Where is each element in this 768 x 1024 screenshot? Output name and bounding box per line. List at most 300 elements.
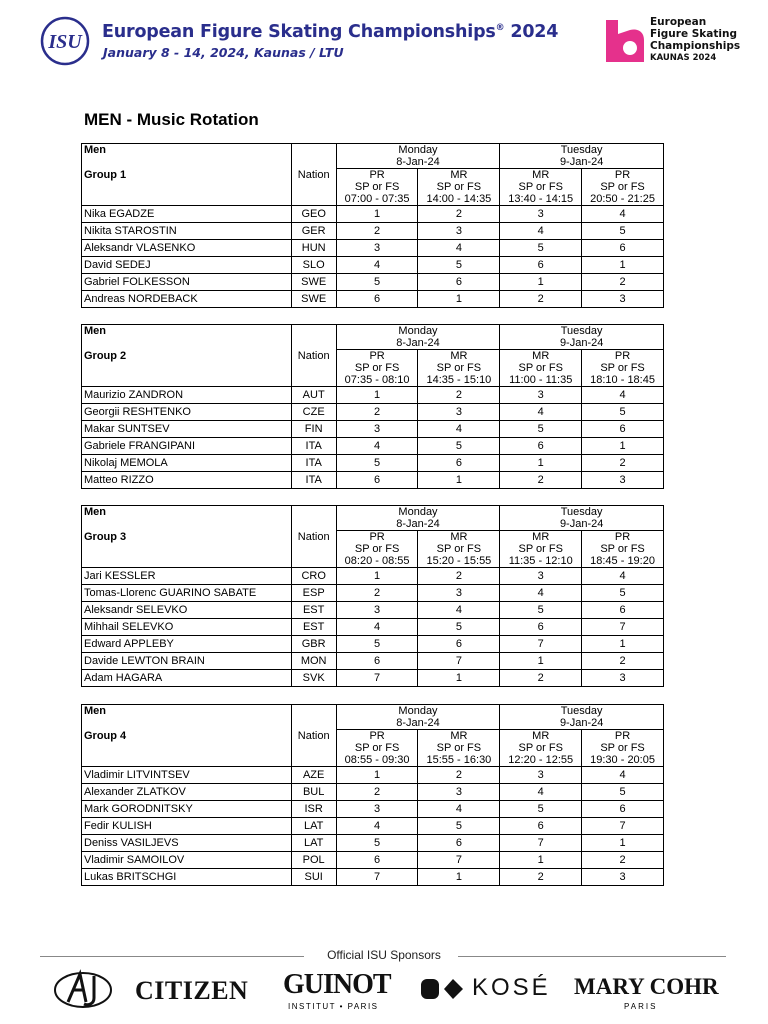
- rotation-order: 7: [500, 636, 582, 653]
- day1-header: [336, 325, 500, 350]
- document-header: [0, 0, 768, 80]
- skater-nation: SVK: [291, 670, 336, 687]
- slot-time: 08:55 - 09:30: [344, 754, 410, 766]
- slot-segment: SP or FS: [518, 181, 563, 193]
- table-row: [82, 455, 664, 472]
- skater-nation: ITA: [291, 438, 336, 455]
- skater-nation: SWE: [291, 291, 336, 308]
- day2-date: 9-Jan-24: [559, 717, 604, 729]
- slot-type: PR: [369, 531, 385, 543]
- slot-header: [336, 531, 418, 568]
- group-2-table: [81, 324, 664, 489]
- slot-time: 14:00 - 14:35: [426, 193, 492, 205]
- slot-segment: SP or FS: [518, 543, 563, 555]
- rotation-order: 3: [582, 670, 664, 687]
- day1-name: Monday: [398, 506, 438, 518]
- slot-type: PR: [614, 730, 631, 742]
- rotation-order: 6: [582, 801, 664, 818]
- day2-date: 9-Jan-24: [559, 337, 604, 349]
- table-header-row: [82, 325, 664, 350]
- skater-nation: EST: [291, 602, 336, 619]
- group-label: Group 3: [84, 531, 127, 543]
- rotation-order: 3: [500, 568, 582, 585]
- rotation-order: 4: [582, 767, 664, 784]
- skater-nation: AZE: [291, 767, 336, 784]
- skater-name: Vladimir SAMOILOV: [82, 852, 292, 869]
- table-row: [82, 869, 664, 886]
- slot-segment: SP or FS: [436, 362, 482, 374]
- skater-name: Nikita STAROSTIN: [82, 223, 292, 240]
- rotation-order: 4: [418, 801, 500, 818]
- slot-header: [418, 350, 500, 387]
- rotation-order: 6: [500, 257, 582, 274]
- championship-logo: [604, 18, 754, 66]
- rotation-order: 7: [582, 619, 664, 636]
- skater-nation: CZE: [291, 404, 336, 421]
- slot-time: 15:55 - 16:30: [426, 754, 492, 766]
- championship-logo-line3: Championships: [650, 40, 741, 52]
- slot-type: MR: [450, 531, 468, 543]
- rotation-order: 5: [500, 801, 582, 818]
- championship-logo-mark-icon: [604, 18, 646, 64]
- table-row: [82, 421, 664, 438]
- rotation-order: 5: [418, 438, 500, 455]
- rotation-order: 3: [336, 240, 418, 257]
- rotation-order: 4: [418, 602, 500, 619]
- slot-header: [418, 730, 500, 767]
- table-row: [82, 291, 664, 308]
- table-row: [82, 801, 664, 818]
- sponsor-mary-cohr: MARY COHR: [574, 974, 719, 999]
- rotation-order: 2: [336, 404, 418, 421]
- slot-time: 07:00 - 07:35: [344, 193, 410, 205]
- rotation-order: 4: [582, 568, 664, 585]
- table-row: [82, 784, 664, 801]
- skater-nation: HUN: [291, 240, 336, 257]
- rotation-order: 5: [500, 240, 582, 257]
- day2-header: [500, 144, 664, 169]
- skater-name: Andreas NORDEBACK: [82, 291, 292, 308]
- skater-nation: SUI: [291, 869, 336, 886]
- sponsor-logos: [40, 966, 726, 1014]
- skater-nation: BUL: [291, 784, 336, 801]
- day2-date: 9-Jan-24: [559, 518, 604, 530]
- rotation-order: 6: [582, 240, 664, 257]
- skater-nation: ISR: [291, 801, 336, 818]
- rotation-order: 4: [500, 585, 582, 602]
- skater-name: Alexander ZLATKOV: [82, 784, 292, 801]
- rotation-order: 4: [336, 257, 418, 274]
- rotation-order: 1: [336, 767, 418, 784]
- rotation-order: 5: [500, 602, 582, 619]
- championship-logo-line1: European: [650, 16, 707, 28]
- table-row: [82, 852, 664, 869]
- rotation-order: 1: [500, 274, 582, 291]
- skater-name: Nika EGADZE: [82, 206, 292, 223]
- skater-name: Lukas BRITSCHGI: [82, 869, 292, 886]
- table-row: [82, 653, 664, 670]
- rotation-order: 4: [336, 818, 418, 835]
- slot-segment: SP or FS: [600, 181, 645, 193]
- rotation-order: 3: [336, 602, 418, 619]
- skater-name: Georgii RESHTENKO: [82, 404, 292, 421]
- rotation-order: 2: [500, 670, 582, 687]
- day1-header: [336, 705, 500, 730]
- table-row: [82, 404, 664, 421]
- rotation-order: 7: [582, 818, 664, 835]
- rotation-order: 6: [582, 602, 664, 619]
- slot-type: PR: [614, 169, 631, 181]
- slot-type: MR: [532, 350, 550, 362]
- rotation-order: 1: [418, 472, 500, 489]
- rotation-order: 5: [582, 585, 664, 602]
- skater-name: Mark GORODNITSKY: [82, 801, 292, 818]
- slot-time: 14:35 - 15:10: [426, 374, 492, 386]
- day2-date: 9-Jan-24: [559, 156, 604, 168]
- rotation-order: 4: [418, 240, 500, 257]
- rotation-order: 7: [336, 869, 418, 886]
- day1-header: [336, 506, 500, 531]
- day2-name: Tuesday: [560, 506, 603, 518]
- sponsor-guinot-sub: INSTITUT • PARIS: [288, 1002, 379, 1011]
- table-row: [82, 438, 664, 455]
- rotation-order: 1: [500, 852, 582, 869]
- group-label: Group 2: [84, 350, 127, 362]
- rotation-order: 7: [500, 835, 582, 852]
- nation-header: Nation: [291, 506, 336, 568]
- rotation-order: 5: [418, 619, 500, 636]
- slot-header: [582, 531, 664, 568]
- rotation-order: 6: [336, 852, 418, 869]
- day1-date: 8-Jan-24: [396, 337, 440, 349]
- rotation-order: 3: [418, 223, 500, 240]
- rotation-order: 7: [418, 653, 500, 670]
- table-header-row: [82, 506, 664, 531]
- rotation-order: 5: [336, 274, 418, 291]
- table-header-row: [82, 144, 664, 169]
- rotation-order: 2: [336, 585, 418, 602]
- isu-logo: [40, 16, 90, 66]
- rotation-order: 6: [582, 421, 664, 438]
- skater-name: Gabriele FRANGIPANI: [82, 438, 292, 455]
- rotation-order: 1: [582, 835, 664, 852]
- slot-segment: SP or FS: [518, 742, 563, 754]
- rotation-order: 3: [500, 387, 582, 404]
- rotation-order: 1: [336, 568, 418, 585]
- rotation-order: 5: [582, 784, 664, 801]
- skater-nation: LAT: [291, 818, 336, 835]
- slot-header: [500, 730, 582, 767]
- slot-segment: SP or FS: [600, 362, 645, 374]
- group-label: Group 1: [84, 169, 127, 181]
- day2-header: [500, 705, 664, 730]
- slot-segment: SP or FS: [436, 742, 482, 754]
- skater-name: Aleksandr SELEVKO: [82, 602, 292, 619]
- skater-nation: AUT: [291, 387, 336, 404]
- rotation-order: 3: [582, 472, 664, 489]
- slot-time: 18:45 - 19:20: [590, 555, 655, 567]
- table-row: [82, 585, 664, 602]
- rotation-order: 3: [418, 784, 500, 801]
- event-subtitle: January 8 - 14, 2024, Kaunas / LTU: [103, 45, 344, 60]
- day1-date: 8-Jan-24: [396, 717, 440, 729]
- event-title-year: 2024: [510, 22, 559, 42]
- rotation-order: 5: [418, 257, 500, 274]
- skater-nation: CRO: [291, 568, 336, 585]
- rotation-order: 5: [336, 455, 418, 472]
- championship-logo-city: KAUNAS 2024: [650, 53, 717, 63]
- rotation-order: 3: [418, 585, 500, 602]
- rotation-order: 3: [336, 421, 418, 438]
- rotation-order: 7: [418, 852, 500, 869]
- rotation-order: 2: [500, 472, 582, 489]
- slot-time: 08:20 - 08:55: [344, 555, 410, 567]
- slot-time: 11:00 - 11:35: [509, 374, 573, 386]
- slot-segment: SP or FS: [436, 543, 482, 555]
- rotation-order: 2: [582, 274, 664, 291]
- rotation-order: 5: [500, 421, 582, 438]
- slot-type: PR: [369, 350, 385, 362]
- table-row: [82, 636, 664, 653]
- slot-segment: SP or FS: [354, 362, 400, 374]
- sponsors-title: Official ISU Sponsors: [327, 948, 441, 962]
- rotation-order: 5: [582, 404, 664, 421]
- skater-nation: FIN: [291, 421, 336, 438]
- slot-type: PR: [369, 730, 385, 742]
- rotation-order: 4: [582, 206, 664, 223]
- page-title: MEN - Music Rotation: [84, 110, 259, 129]
- slot-header: [418, 531, 500, 568]
- rotation-order: 2: [418, 206, 500, 223]
- rotation-order: 1: [500, 455, 582, 472]
- group-label: Group 4: [84, 730, 127, 742]
- skater-nation: ESP: [291, 585, 336, 602]
- rotation-order: 5: [582, 223, 664, 240]
- table-row: [82, 274, 664, 291]
- skater-nation: GER: [291, 223, 336, 240]
- group-1-table: [81, 143, 664, 308]
- table-row: [82, 835, 664, 852]
- rotation-order: 6: [418, 835, 500, 852]
- rotation-order: 1: [336, 387, 418, 404]
- rotation-order: 5: [336, 835, 418, 852]
- slot-time: 13:40 - 14:15: [508, 193, 574, 205]
- rotation-order: 2: [500, 291, 582, 308]
- slot-segment: SP or FS: [600, 742, 645, 754]
- isu-logo-text: ISU: [48, 31, 82, 53]
- table-row: [82, 223, 664, 240]
- slot-segment: SP or FS: [354, 742, 400, 754]
- rotation-order: 6: [500, 818, 582, 835]
- rotation-order: 5: [336, 636, 418, 653]
- skater-nation: GEO: [291, 206, 336, 223]
- rotation-order: 6: [336, 291, 418, 308]
- skater-nation: MON: [291, 653, 336, 670]
- rotation-order: 6: [418, 274, 500, 291]
- kose-logo-mark-icon: [420, 978, 464, 1000]
- skater-name: Tomas-Llorenc GUARINO SABATE: [82, 585, 292, 602]
- slot-type: PR: [614, 531, 631, 543]
- skater-nation: POL: [291, 852, 336, 869]
- skater-nation: GBR: [291, 636, 336, 653]
- rotation-order: 4: [582, 387, 664, 404]
- skater-name: Mihhail SELEVKO: [82, 619, 292, 636]
- table-row: [82, 257, 664, 274]
- rotation-order: 3: [582, 291, 664, 308]
- skater-name: Maurizio ZANDRON: [82, 387, 292, 404]
- rotation-order: 3: [418, 404, 500, 421]
- skater-name: Davide LEWTON BRAIN: [82, 653, 292, 670]
- table-row: [82, 619, 664, 636]
- day1-date: 8-Jan-24: [396, 518, 440, 530]
- rotation-order: 2: [582, 455, 664, 472]
- day2-header: [500, 325, 664, 350]
- slot-time: 07:35 - 08:10: [344, 374, 410, 386]
- skater-name: Deniss VASILJEVS: [82, 835, 292, 852]
- category-label: Men: [84, 506, 106, 518]
- table-row: [82, 206, 664, 223]
- slot-segment: SP or FS: [600, 543, 645, 555]
- nation-header: Nation: [291, 705, 336, 767]
- slot-time: 19:30 - 20:05: [590, 754, 655, 766]
- table-header-row: [82, 705, 664, 730]
- table-row: [82, 670, 664, 687]
- nation-header: Nation: [291, 325, 336, 387]
- skater-name: Aleksandr VLASENKO: [82, 240, 292, 257]
- rotation-order: 2: [336, 223, 418, 240]
- slot-type: MR: [532, 169, 550, 181]
- slot-header: [336, 730, 418, 767]
- rotation-order: 5: [418, 818, 500, 835]
- rotation-order: 7: [336, 670, 418, 687]
- rotation-order: 4: [500, 784, 582, 801]
- slot-type: MR: [450, 730, 468, 742]
- rotation-order: 1: [500, 653, 582, 670]
- slot-header: [418, 169, 500, 206]
- rotation-order: 3: [500, 206, 582, 223]
- rotation-order: 4: [336, 619, 418, 636]
- slot-type: MR: [450, 169, 468, 181]
- group-header-cell: [82, 506, 292, 568]
- slot-header: [336, 350, 418, 387]
- table-row: [82, 240, 664, 257]
- event-title: [102, 22, 558, 42]
- rotation-order: 6: [500, 438, 582, 455]
- skater-name: Fedir KULISH: [82, 818, 292, 835]
- rotation-order: 1: [336, 206, 418, 223]
- rotation-order: 3: [582, 869, 664, 886]
- table-row: [82, 818, 664, 835]
- slot-time: 20:50 - 21:25: [590, 193, 655, 205]
- nation-header: Nation: [291, 144, 336, 206]
- rotation-order: 4: [500, 223, 582, 240]
- skater-name: Makar SUNTSEV: [82, 421, 292, 438]
- slot-type: MR: [532, 531, 550, 543]
- slot-header: [336, 169, 418, 206]
- rotation-order: 6: [418, 636, 500, 653]
- rotation-order: 4: [500, 404, 582, 421]
- skater-name: Adam HAGARA: [82, 670, 292, 687]
- skater-nation: SLO: [291, 257, 336, 274]
- skater-name: Jari KESSLER: [82, 568, 292, 585]
- slot-header: [500, 531, 582, 568]
- rotation-order: 2: [582, 852, 664, 869]
- skater-nation: EST: [291, 619, 336, 636]
- skater-nation: SWE: [291, 274, 336, 291]
- day2-name: Tuesday: [560, 144, 603, 156]
- slot-type: PR: [614, 350, 631, 362]
- rotation-order: 4: [336, 438, 418, 455]
- aj-sponsor-logo-icon: [50, 968, 116, 1010]
- skater-nation: LAT: [291, 835, 336, 852]
- rotation-order: 3: [500, 767, 582, 784]
- sponsor-guinot: GUINOT: [283, 969, 391, 1000]
- day1-date: 8-Jan-24: [396, 156, 440, 168]
- slot-header: [500, 350, 582, 387]
- skater-name: Nikolaj MEMOLA: [82, 455, 292, 472]
- rotation-order: 1: [582, 438, 664, 455]
- table-row: [82, 387, 664, 404]
- day1-name: Monday: [398, 705, 438, 717]
- table-row: [82, 602, 664, 619]
- table-row: [82, 472, 664, 489]
- slot-type: PR: [369, 169, 385, 181]
- rotation-order: 3: [336, 801, 418, 818]
- skater-name: Gabriel FOLKESSON: [82, 274, 292, 291]
- slot-segment: SP or FS: [354, 543, 400, 555]
- slot-time: 11:35 - 12:10: [508, 555, 573, 567]
- skater-nation: ITA: [291, 472, 336, 489]
- day1-name: Monday: [398, 144, 438, 156]
- group-4-table: [81, 704, 664, 886]
- slot-type: MR: [450, 350, 468, 362]
- rotation-order: 6: [336, 472, 418, 489]
- slot-time: 18:10 - 18:45: [590, 374, 655, 386]
- rotation-order: 6: [500, 619, 582, 636]
- rotation-order: 6: [418, 455, 500, 472]
- skater-name: Vladimir LITVINTSEV: [82, 767, 292, 784]
- skater-nation: ITA: [291, 455, 336, 472]
- slot-segment: SP or FS: [436, 181, 482, 193]
- group-header-cell: [82, 325, 292, 387]
- rotation-order: 1: [418, 291, 500, 308]
- category-label: Men: [84, 325, 106, 337]
- day2-name: Tuesday: [560, 705, 603, 717]
- sponsor-citizen: CITIZEN: [135, 976, 249, 1005]
- rotation-order: 2: [418, 568, 500, 585]
- day1-name: Monday: [398, 325, 438, 337]
- table-row: [82, 568, 664, 585]
- group-header-cell: [82, 144, 292, 206]
- rotation-order: 2: [418, 387, 500, 404]
- rotation-order: 2: [336, 784, 418, 801]
- slot-header: [500, 169, 582, 206]
- sponsor-kose: KOSÉ: [472, 974, 551, 1001]
- rotation-order: 1: [418, 670, 500, 687]
- day2-name: Tuesday: [560, 325, 603, 337]
- rotation-order: 1: [582, 636, 664, 653]
- registered-mark: ®: [495, 23, 505, 34]
- rotation-order: 6: [336, 653, 418, 670]
- rotation-order: 1: [418, 869, 500, 886]
- event-title-text: European Figure Skating Championships: [102, 22, 496, 42]
- rotation-order: 1: [582, 257, 664, 274]
- skater-name: David SEDEJ: [82, 257, 292, 274]
- skater-name: Matteo RIZZO: [82, 472, 292, 489]
- sponsor-mary-cohr-sub: PARIS: [624, 1002, 658, 1011]
- rotation-order: 2: [500, 869, 582, 886]
- group-header-cell: [82, 705, 292, 767]
